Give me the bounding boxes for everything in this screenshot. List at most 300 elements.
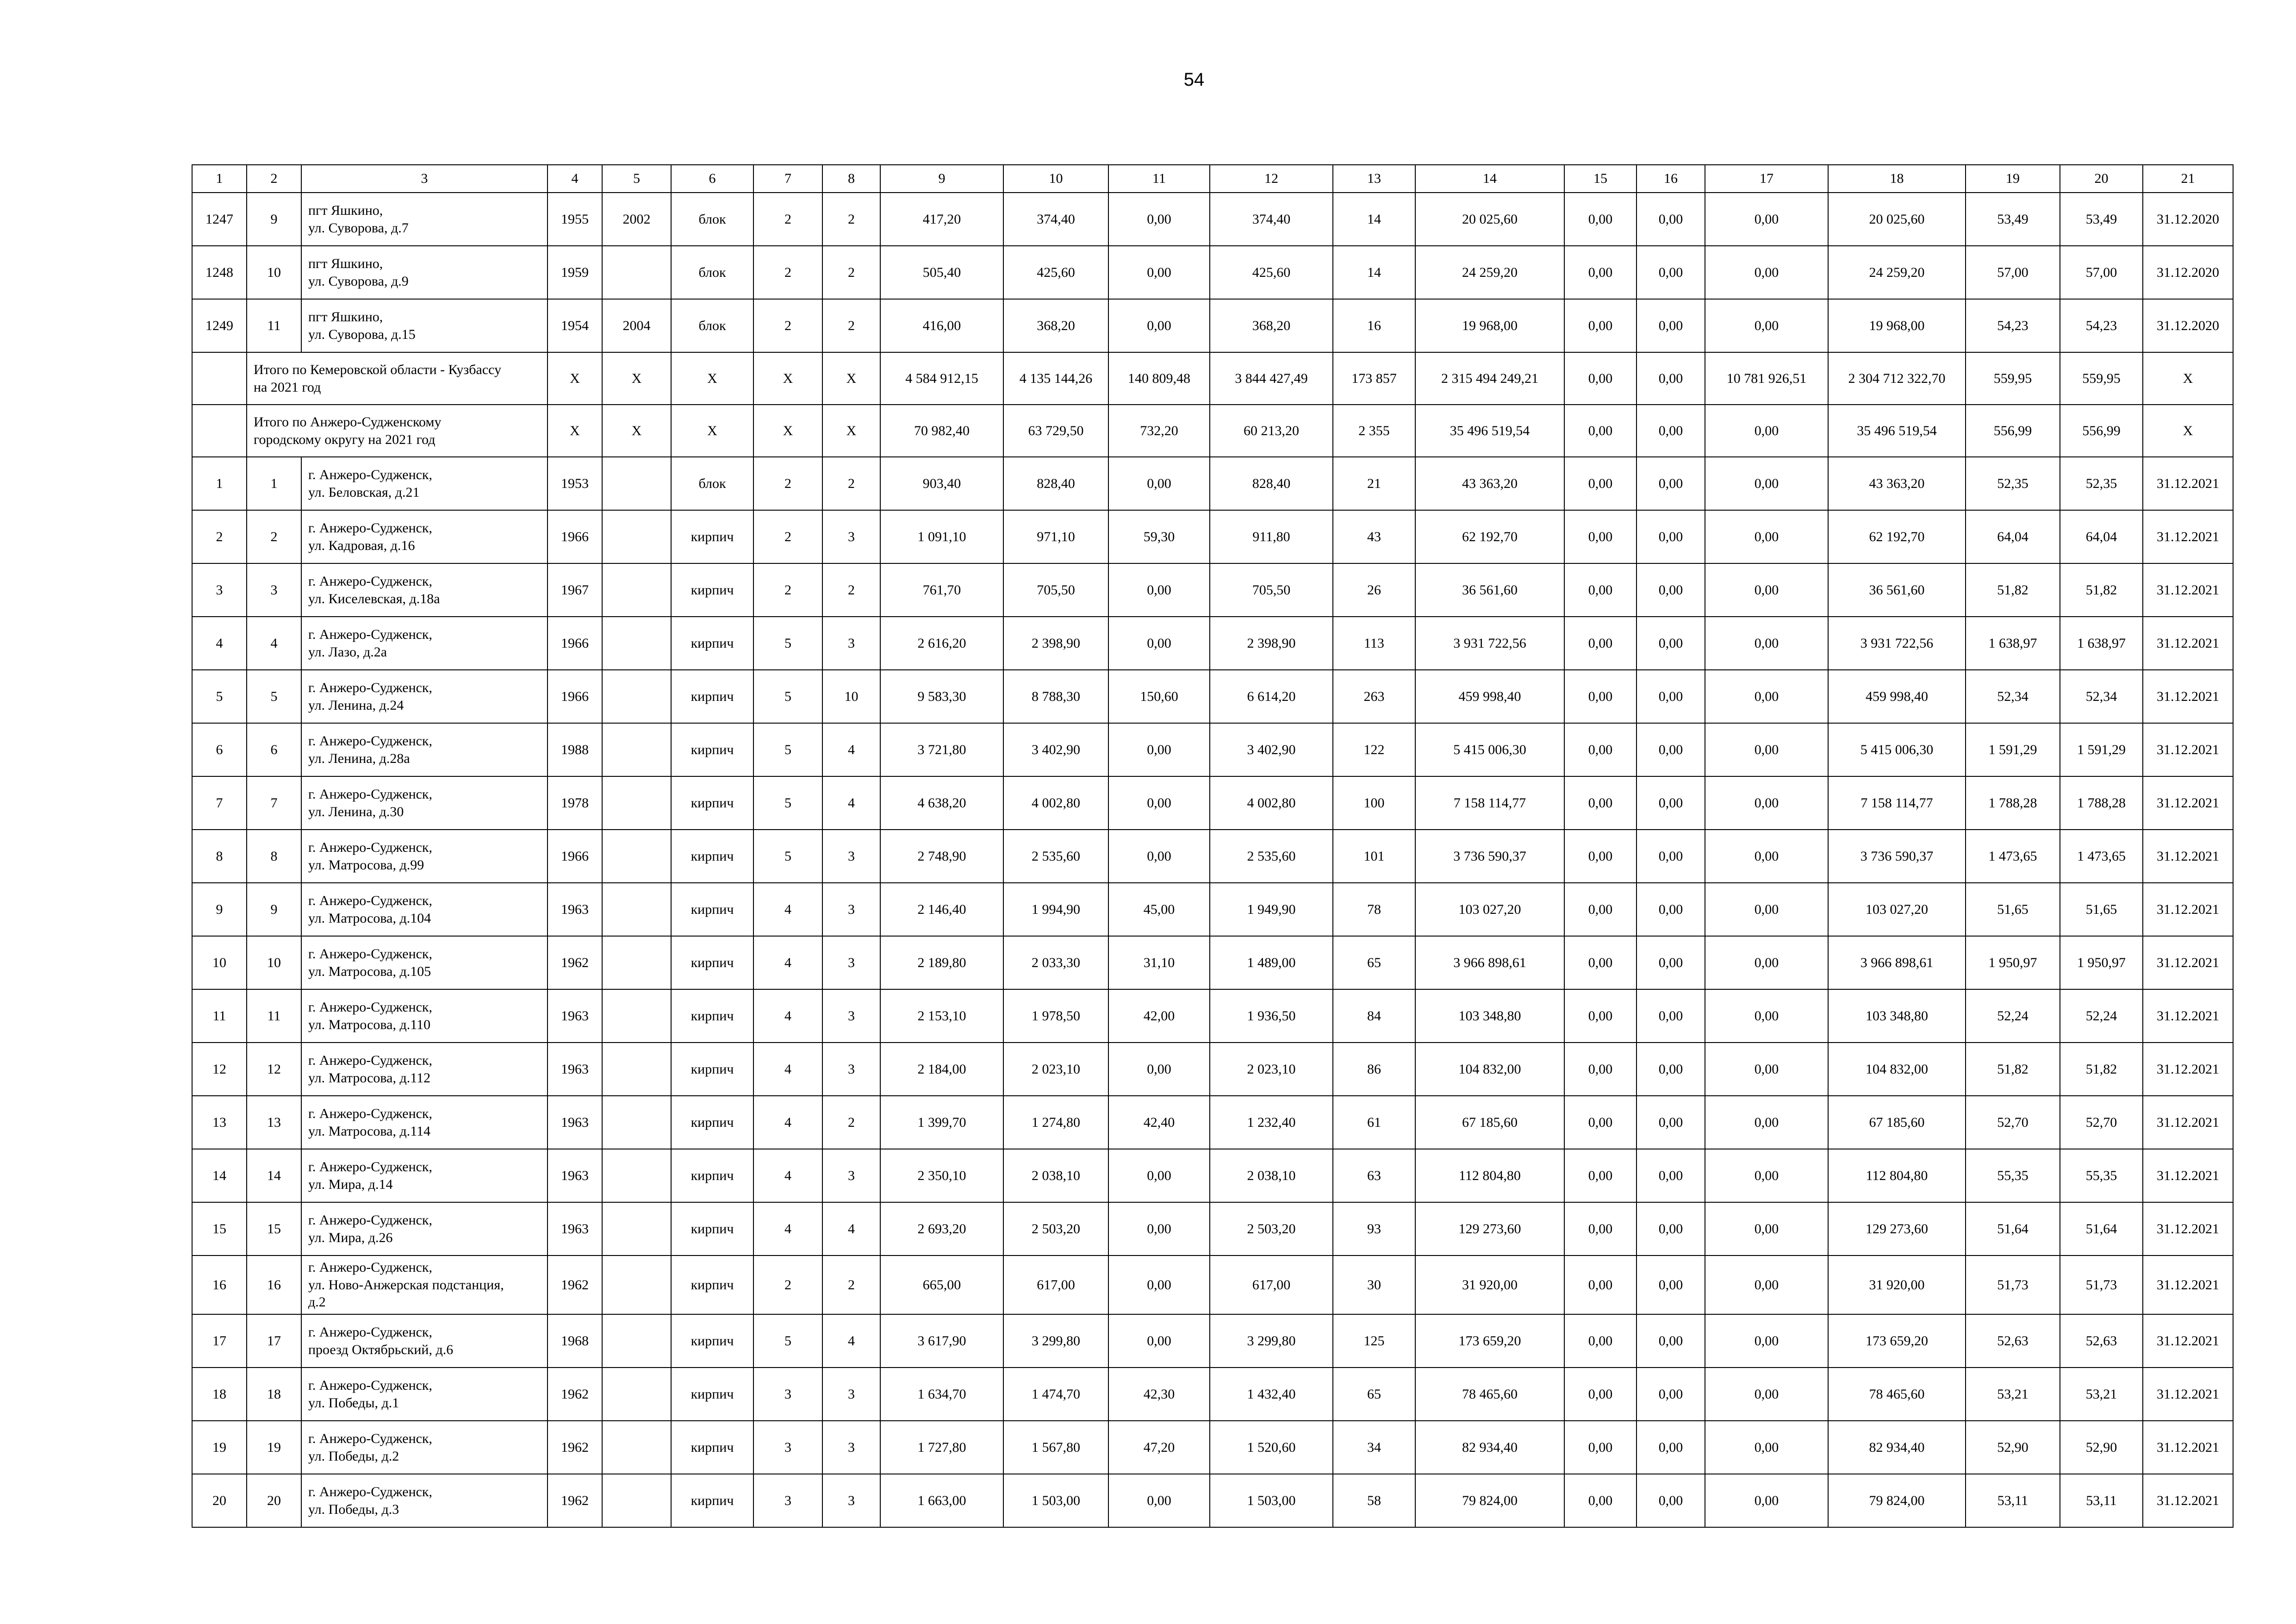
- table-cell: 1 399,70: [880, 1096, 1003, 1149]
- table-cell: 1953: [548, 457, 602, 510]
- table-cell: 1 638,97: [1966, 617, 2060, 670]
- table-cell: 2 503,20: [1210, 1202, 1333, 1255]
- table-cell: 4: [753, 1149, 822, 1202]
- table-cell: 1962: [548, 1474, 602, 1527]
- table-cell: 1 567,80: [1003, 1421, 1108, 1474]
- table-cell: кирпич: [671, 510, 753, 563]
- table-cell: кирпич: [671, 670, 753, 723]
- table-cell: 1: [192, 457, 247, 510]
- table-cell: 78 465,60: [1415, 1368, 1564, 1421]
- table-cell: 51,73: [1966, 1255, 2060, 1314]
- table-cell: 24 259,20: [1828, 246, 1966, 299]
- table-cell: 52,90: [1966, 1421, 2060, 1474]
- table-cell: 78: [1333, 883, 1415, 936]
- table-row: [192, 1043, 2233, 1096]
- table-cell: 4 002,80: [1210, 776, 1333, 830]
- table-cell: 9: [192, 883, 247, 936]
- table-cell: 31.12.2021: [2143, 723, 2233, 776]
- column-number: 4: [548, 165, 602, 193]
- table-cell: 0,00: [1564, 1474, 1636, 1527]
- table-cell: 42,00: [1108, 989, 1210, 1043]
- table-cell: 0,00: [1108, 1255, 1210, 1314]
- table-cell: 0,00: [1636, 1368, 1705, 1421]
- table-cell: 0,00: [1705, 830, 1828, 883]
- table-cell: 0,00: [1705, 1314, 1828, 1368]
- table-cell: 125: [1333, 1314, 1415, 1368]
- table-cell: кирпич: [671, 1314, 753, 1368]
- table-cell: 0,00: [1564, 457, 1636, 510]
- table-cell: 3 402,90: [1003, 723, 1108, 776]
- table-cell: 0,00: [1564, 883, 1636, 936]
- table-cell: 31.12.2021: [2143, 1202, 2233, 1255]
- table-row: [192, 563, 2233, 617]
- table-cell: 53,11: [2060, 1474, 2143, 1527]
- address-cell: г. Анжеро-Судженск, ул. Победы, д.1: [301, 1368, 548, 1421]
- table-cell: 78 465,60: [1828, 1368, 1966, 1421]
- table-cell: 5: [753, 1314, 822, 1368]
- table-cell: кирпич: [671, 989, 753, 1043]
- table-cell: 0,00: [1108, 193, 1210, 246]
- table-cell: 52,24: [2060, 989, 2143, 1043]
- table-cell: 1966: [548, 830, 602, 883]
- table-cell: кирпич: [671, 563, 753, 617]
- table-cell: 459 998,40: [1828, 670, 1966, 723]
- table-cell: 52,63: [1966, 1314, 2060, 1368]
- total-row: [192, 352, 2233, 405]
- table-row: [192, 670, 2233, 723]
- table-cell: 6: [247, 723, 301, 776]
- table-cell: 31.12.2021: [2143, 1149, 2233, 1202]
- table-cell: 3: [822, 830, 880, 883]
- table-cell: 459 998,40: [1415, 670, 1564, 723]
- column-number: 7: [753, 165, 822, 193]
- table-cell: 1 788,28: [2060, 776, 2143, 830]
- table-cell: 53,21: [2060, 1368, 2143, 1421]
- table-cell: 31 920,00: [1828, 1255, 1966, 1314]
- table-cell: 5: [753, 776, 822, 830]
- table-cell: 1 591,29: [2060, 723, 2143, 776]
- table-cell: 0,00: [1108, 563, 1210, 617]
- table-cell: 7 158 114,77: [1415, 776, 1564, 830]
- table-cell: 52,63: [2060, 1314, 2143, 1368]
- table-cell: 31.12.2021: [2143, 1368, 2233, 1421]
- table-cell: 14: [1333, 193, 1415, 246]
- table-cell: 122: [1333, 723, 1415, 776]
- table-cell: 53,49: [1966, 193, 2060, 246]
- address-cell: пгт Яшкино, ул. Суворова, д.7: [301, 193, 548, 246]
- table-cell: 31.12.2021: [2143, 1474, 2233, 1527]
- table-cell: кирпич: [671, 883, 753, 936]
- table-cell: 34: [1333, 1421, 1415, 1474]
- table-cell: 103 348,80: [1415, 989, 1564, 1043]
- table-cell: 1963: [548, 883, 602, 936]
- table-cell: 2 184,00: [880, 1043, 1003, 1096]
- table-cell: 65: [1333, 1368, 1415, 1421]
- table-cell: 2 038,10: [1210, 1149, 1333, 1202]
- total-label: Итого по Кемеровской области - Кузбассу на 2021 год: [247, 352, 548, 405]
- table-cell: [602, 936, 671, 989]
- table-cell: 129 273,60: [1415, 1202, 1564, 1255]
- table-cell: 82 934,40: [1828, 1421, 1966, 1474]
- table-cell: 1 634,70: [880, 1368, 1003, 1421]
- table-row: [192, 776, 2233, 830]
- table-cell: 10: [822, 670, 880, 723]
- table-cell: 0,00: [1108, 299, 1210, 352]
- table-cell: 2: [753, 246, 822, 299]
- column-number: 15: [1564, 165, 1636, 193]
- column-number: 9: [880, 165, 1003, 193]
- table-cell: 0,00: [1705, 1421, 1828, 1474]
- table-cell: 52,90: [2060, 1421, 2143, 1474]
- table-cell: 732,20: [1108, 405, 1210, 457]
- table-cell: 2 023,10: [1003, 1043, 1108, 1096]
- table-cell: 52,70: [1966, 1096, 2060, 1149]
- table-cell: 2: [822, 299, 880, 352]
- table-cell: 112 804,80: [1415, 1149, 1564, 1202]
- table-cell: 20 025,60: [1828, 193, 1966, 246]
- table-cell: 3: [822, 936, 880, 989]
- table-cell: 0,00: [1705, 1202, 1828, 1255]
- table-cell: 3 299,80: [1003, 1314, 1108, 1368]
- table-cell: 18: [247, 1368, 301, 1421]
- table-cell: [602, 1255, 671, 1314]
- table-cell: 0,00: [1705, 1368, 1828, 1421]
- table-row: [192, 246, 2233, 299]
- address-cell: г. Анжеро-Судженск, проезд Октябрьский, д.6: [301, 1314, 548, 1368]
- table-row: [192, 883, 2233, 936]
- table-cell: 2 398,90: [1210, 617, 1333, 670]
- table-cell: 4: [822, 776, 880, 830]
- table-cell: 31.12.2021: [2143, 457, 2233, 510]
- table-cell: 8 788,30: [1003, 670, 1108, 723]
- table-cell: 0,00: [1636, 1149, 1705, 1202]
- table-cell: X: [602, 352, 671, 405]
- table-cell: 9: [247, 193, 301, 246]
- table-cell: 0,00: [1636, 1255, 1705, 1314]
- table-cell: 0,00: [1636, 989, 1705, 1043]
- table-cell: 1966: [548, 670, 602, 723]
- table-cell: 82 934,40: [1415, 1421, 1564, 1474]
- table-cell: 51,65: [2060, 883, 2143, 936]
- table-cell: 14: [192, 1149, 247, 1202]
- address-cell: г. Анжеро-Судженск, ул. Победы, д.2: [301, 1421, 548, 1474]
- table-row: [192, 299, 2233, 352]
- table-cell: 5: [192, 670, 247, 723]
- table-cell: 2: [822, 457, 880, 510]
- table-cell: 0,00: [1636, 1202, 1705, 1255]
- table-cell: 1 949,90: [1210, 883, 1333, 936]
- table-cell: 505,40: [880, 246, 1003, 299]
- table-cell: 0,00: [1636, 299, 1705, 352]
- table-cell: 51,82: [1966, 1043, 2060, 1096]
- table-cell: 13: [192, 1096, 247, 1149]
- table-cell: 3 299,80: [1210, 1314, 1333, 1368]
- table-row: [192, 1421, 2233, 1474]
- address-cell: г. Анжеро-Судженск, ул. Мира, д.14: [301, 1149, 548, 1202]
- table-cell: 425,60: [1003, 246, 1108, 299]
- table-cell: [602, 1149, 671, 1202]
- table-cell: 31 920,00: [1415, 1255, 1564, 1314]
- table-cell: 2: [247, 510, 301, 563]
- table-cell: 8: [247, 830, 301, 883]
- table-cell: блок: [671, 193, 753, 246]
- table-cell: 0,00: [1564, 617, 1636, 670]
- table-cell: 16: [192, 1255, 247, 1314]
- table-cell: 52,34: [1966, 670, 2060, 723]
- table-row: [192, 1474, 2233, 1527]
- table-cell: 1963: [548, 1202, 602, 1255]
- table-cell: 103 027,20: [1415, 883, 1564, 936]
- table-cell: 5: [753, 723, 822, 776]
- table-cell: 0,00: [1108, 830, 1210, 883]
- table-cell: 1963: [548, 989, 602, 1043]
- table-cell: 86: [1333, 1043, 1415, 1096]
- table-cell: 16: [1333, 299, 1415, 352]
- table-cell: 10: [247, 246, 301, 299]
- table-cell: 31.12.2021: [2143, 936, 2233, 989]
- table-cell: 70 982,40: [880, 405, 1003, 457]
- table-cell: 0,00: [1564, 1149, 1636, 1202]
- table-cell: 150,60: [1108, 670, 1210, 723]
- table-cell: 617,00: [1003, 1255, 1108, 1314]
- table-cell: 1 788,28: [1966, 776, 2060, 830]
- table-cell: 5 415 006,30: [1415, 723, 1564, 776]
- table-cell: 0,00: [1108, 1149, 1210, 1202]
- table-cell: 5: [247, 670, 301, 723]
- column-number: 5: [602, 165, 671, 193]
- table-cell: 2 616,20: [880, 617, 1003, 670]
- table-cell: 0,00: [1705, 883, 1828, 936]
- table-cell: 3: [822, 989, 880, 1043]
- table-cell: 10 781 926,51: [1705, 352, 1828, 405]
- table-cell: X: [2143, 352, 2233, 405]
- table-cell: 2 304 712 322,70: [1828, 352, 1966, 405]
- table-cell: 1978: [548, 776, 602, 830]
- table-cell: 20: [247, 1474, 301, 1527]
- address-cell: г. Анжеро-Судженск, ул. Матросова, д.114: [301, 1096, 548, 1149]
- table-cell: [602, 510, 671, 563]
- table-row: [192, 1096, 2233, 1149]
- table-cell: 3: [822, 1368, 880, 1421]
- table-cell: 556,99: [1966, 405, 2060, 457]
- column-number: 11: [1108, 165, 1210, 193]
- column-number: 10: [1003, 165, 1108, 193]
- table-cell: 1962: [548, 936, 602, 989]
- table-cell: 3: [822, 1474, 880, 1527]
- table-cell: [602, 246, 671, 299]
- table-cell: 3 736 590,37: [1415, 830, 1564, 883]
- table-cell: 0,00: [1564, 1043, 1636, 1096]
- table-cell: 36 561,60: [1828, 563, 1966, 617]
- table-cell: 0,00: [1108, 1043, 1210, 1096]
- table-cell: блок: [671, 457, 753, 510]
- table-cell: 0,00: [1636, 1474, 1705, 1527]
- table-cell: 5: [753, 670, 822, 723]
- table-cell: 2 748,90: [880, 830, 1003, 883]
- table-cell: 2 153,10: [880, 989, 1003, 1043]
- table-cell: 1 936,50: [1210, 989, 1333, 1043]
- table-cell: 0,00: [1108, 1314, 1210, 1368]
- table-cell: X: [671, 352, 753, 405]
- column-number-row: [192, 165, 2233, 193]
- table-cell: 2 038,10: [1003, 1149, 1108, 1202]
- table-cell: 55,35: [2060, 1149, 2143, 1202]
- column-number: 18: [1828, 165, 1966, 193]
- table-cell: 0,00: [1636, 246, 1705, 299]
- table-cell: 7: [192, 776, 247, 830]
- table-cell: 2: [753, 563, 822, 617]
- table-cell: 617,00: [1210, 1255, 1333, 1314]
- table-cell: 21: [1333, 457, 1415, 510]
- table-cell: кирпич: [671, 830, 753, 883]
- table-row: [192, 830, 2233, 883]
- table-cell: 31.12.2021: [2143, 830, 2233, 883]
- table-cell: 1966: [548, 510, 602, 563]
- table-cell: 173 857: [1333, 352, 1415, 405]
- table-cell: 51,64: [1966, 1202, 2060, 1255]
- table-cell: 368,20: [1003, 299, 1108, 352]
- table-cell: 62 192,70: [1415, 510, 1564, 563]
- table-cell: [602, 830, 671, 883]
- table-cell: 0,00: [1564, 723, 1636, 776]
- address-cell: пгт Яшкино, ул. Суворова, д.9: [301, 246, 548, 299]
- table-cell: блок: [671, 299, 753, 352]
- table-cell: 17: [192, 1314, 247, 1368]
- table-cell: [602, 1368, 671, 1421]
- column-number: 6: [671, 165, 753, 193]
- table-cell: 173 659,20: [1415, 1314, 1564, 1368]
- table-cell: 0,00: [1705, 1474, 1828, 1527]
- table-cell: 1 473,65: [2060, 830, 2143, 883]
- table-cell: 20 025,60: [1415, 193, 1564, 246]
- table-cell: 2: [753, 457, 822, 510]
- table-cell: 1: [247, 457, 301, 510]
- table-cell: 31.12.2021: [2143, 989, 2233, 1043]
- table-cell: 1954: [548, 299, 602, 352]
- table-cell: 1 473,65: [1966, 830, 2060, 883]
- table-cell: 3 617,90: [880, 1314, 1003, 1368]
- table-cell: X: [822, 352, 880, 405]
- table-cell: 0,00: [1564, 776, 1636, 830]
- table-cell: [602, 723, 671, 776]
- table-cell: 35 496 519,54: [1415, 405, 1564, 457]
- table-cell: 1963: [548, 1043, 602, 1096]
- table-cell: 104 832,00: [1828, 1043, 1966, 1096]
- table-cell: 47,20: [1108, 1421, 1210, 1474]
- table-cell: 6 614,20: [1210, 670, 1333, 723]
- table-cell: 9: [247, 883, 301, 936]
- table-cell: 20: [192, 1474, 247, 1527]
- table-cell: 4: [753, 989, 822, 1043]
- table-cell: 19 968,00: [1828, 299, 1966, 352]
- table-cell: 1962: [548, 1368, 602, 1421]
- table-cell: 1 489,00: [1210, 936, 1333, 989]
- table-cell: 2 535,60: [1003, 830, 1108, 883]
- table-cell: 0,00: [1636, 670, 1705, 723]
- table-cell: 0,00: [1705, 989, 1828, 1043]
- table-cell: 1988: [548, 723, 602, 776]
- address-cell: г. Анжеро-Судженск, ул. Матросова, д.104: [301, 883, 548, 936]
- table-cell: 31.12.2021: [2143, 1043, 2233, 1096]
- table-cell: 263: [1333, 670, 1415, 723]
- table-cell: 2004: [602, 299, 671, 352]
- table-row: [192, 1202, 2233, 1255]
- table-cell: 60 213,20: [1210, 405, 1333, 457]
- table-cell: X: [822, 405, 880, 457]
- address-cell: г. Анжеро-Судженск, ул. Матросова, д.112: [301, 1043, 548, 1096]
- table-cell: 8: [192, 830, 247, 883]
- column-number: 1: [192, 165, 247, 193]
- table-cell: 2: [753, 1255, 822, 1314]
- table-cell: 18: [192, 1368, 247, 1421]
- address-cell: г. Анжеро-Судженск, ул. Ленина, д.24: [301, 670, 548, 723]
- table-cell: 0,00: [1636, 563, 1705, 617]
- table-cell: 0,00: [1108, 246, 1210, 299]
- table-cell: 556,99: [2060, 405, 2143, 457]
- table-cell: 0,00: [1705, 405, 1828, 457]
- table-cell: 63 729,50: [1003, 405, 1108, 457]
- table-cell: 0,00: [1705, 617, 1828, 670]
- table-cell: 0,00: [1564, 989, 1636, 1043]
- table-cell: 54,23: [2060, 299, 2143, 352]
- table-cell: 2 355: [1333, 405, 1415, 457]
- table-cell: 3 966 898,61: [1828, 936, 1966, 989]
- table-cell: 100: [1333, 776, 1415, 830]
- table-cell: 1962: [548, 1421, 602, 1474]
- address-cell: г. Анжеро-Судженск, ул. Кадровая, д.16: [301, 510, 548, 563]
- table-cell: 42,30: [1108, 1368, 1210, 1421]
- column-number: 21: [2143, 165, 2233, 193]
- table-cell: 31.12.2021: [2143, 1096, 2233, 1149]
- table-cell: 55,35: [1966, 1149, 2060, 1202]
- table-cell: 0,00: [1705, 936, 1828, 989]
- table-cell: 0,00: [1705, 723, 1828, 776]
- table-cell: 5: [753, 830, 822, 883]
- table-cell: X: [2143, 405, 2233, 457]
- table-cell: 0,00: [1564, 830, 1636, 883]
- table-cell: 1 232,40: [1210, 1096, 1333, 1149]
- table-cell: 31.12.2021: [2143, 1255, 2233, 1314]
- table-cell: 2 693,20: [880, 1202, 1003, 1255]
- table-cell: 2: [822, 563, 880, 617]
- table-cell: 15: [192, 1202, 247, 1255]
- table-cell: 2 189,80: [880, 936, 1003, 989]
- table-cell: 1 274,80: [1003, 1096, 1108, 1149]
- table-cell: 1 520,60: [1210, 1421, 1333, 1474]
- address-cell: г. Анжеро-Судженск, ул. Мира, д.26: [301, 1202, 548, 1255]
- table-cell: 57,00: [1966, 246, 2060, 299]
- table-cell-empty: [192, 405, 247, 457]
- table-cell: 62 192,70: [1828, 510, 1966, 563]
- table-cell: 65: [1333, 936, 1415, 989]
- table-cell: 58: [1333, 1474, 1415, 1527]
- table-cell: кирпич: [671, 1474, 753, 1527]
- table-cell: 4 002,80: [1003, 776, 1108, 830]
- table-cell: 1955: [548, 193, 602, 246]
- table-cell: 79 824,00: [1828, 1474, 1966, 1527]
- table-cell: 51,64: [2060, 1202, 2143, 1255]
- table-cell: 1 978,50: [1003, 989, 1108, 1043]
- table-cell: 3: [822, 510, 880, 563]
- table-cell: 43: [1333, 510, 1415, 563]
- table-cell: кирпич: [671, 936, 753, 989]
- table-cell: 705,50: [1210, 563, 1333, 617]
- table-cell: 140 809,48: [1108, 352, 1210, 405]
- table-cell: 4: [753, 936, 822, 989]
- table-cell: 52,70: [2060, 1096, 2143, 1149]
- table-cell: 1 638,97: [2060, 617, 2143, 670]
- table-cell: 0,00: [1108, 457, 1210, 510]
